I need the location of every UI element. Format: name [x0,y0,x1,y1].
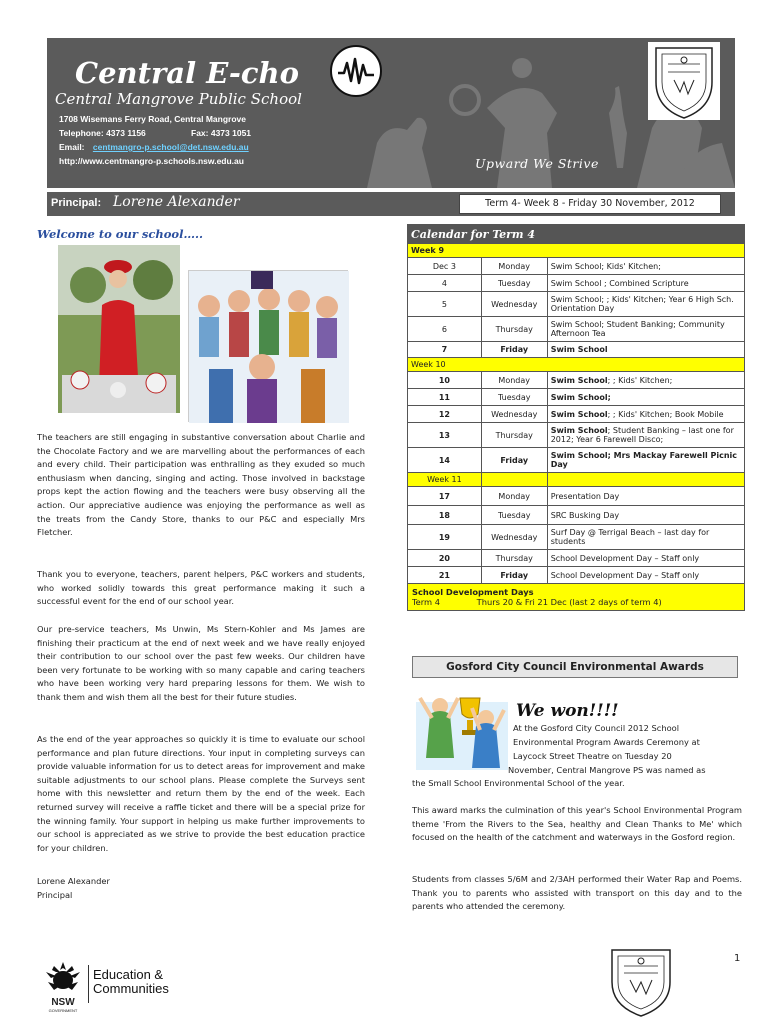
cell-event: School Development Day – Staff only [547,550,744,567]
cell-day: Thursday [481,550,547,567]
cell-day: Tuesday [481,275,547,292]
event-bold: Swim School [550,409,608,419]
department-line-2: Communities [93,981,169,996]
cell-event: School Development Day – Staff only [547,567,744,584]
cell-day: Monday [481,487,547,506]
event-bold: Swim School; [550,392,611,402]
cell-event: SRC Busking Day [547,506,744,525]
cell-event: Swim School; Student Banking; Community Afternoon Tea [547,317,744,342]
cell-date: 4 [408,275,482,292]
footer-divider [88,965,89,1003]
cell-event [547,389,744,406]
cell-day: Friday [481,448,547,473]
event-rest: ; ; Kids' Kitchen; Book Mobile [607,409,724,419]
sdd-row [412,597,740,607]
paragraph-surveys: As the end of the year approaches so quickly it is time to evaluate our school performance and plan future directions. Your input in completing surveys can provide valuable information for us to detect areas for improvement and make suitable adjustments to our school plans. Please complete the Surveys sent home with this newsletter and return them by the end of the week. Each returned survey will receive a raffle ticket and there will be a special prize for the winning family. Your support in helping us make further improvements to our school is appreciated as we strive to provide the best education practice for your children. [37,734,365,853]
signature-title: Principal [37,890,73,900]
event-bold: Swim School [550,426,608,435]
sdd-dates: Thurs 20 & Fri 21 Dec (last 2 days of term 4) [476,597,662,607]
cell-event: Swim School ; Combined Scripture [547,275,744,292]
cell-date: 12 [408,406,482,423]
department-line-1: Education & [93,967,164,982]
school-crest-icon [648,42,720,120]
cell-date: 7 [408,342,482,358]
week-11-label: Week 11 [408,473,482,487]
government-label: GOVERNMENT [48,1008,78,1013]
term-date: Term 4- Week 8 - Friday 30 November, 2012 [459,194,721,214]
cell-event: Swim School; ; Kids' Kitchen; Year 6 High Sch. Orientation Day [547,292,744,317]
table-row [408,275,745,292]
table-row [408,317,745,342]
signature-name: Lorene Alexander [37,876,110,886]
cell-event [547,372,744,389]
award-line-2: Environmental Program Awards Ceremony at [513,737,700,747]
cell-date: 17 [408,487,482,506]
week-10-label: Week 10 [408,358,745,372]
table-row [408,487,745,506]
award-line-4: November, Central Mangrove PS was named as [508,765,706,775]
cell-event [547,448,744,473]
event-bold: Swim School [550,375,608,385]
calendar-title: Calendar for Term 4 [408,225,745,244]
school-telephone: Telephone: 4373 1156 [59,128,146,138]
cell-day: Monday [481,258,547,275]
award-line-3: Laycock Street Theatre on Tuesday 20 [513,751,672,761]
award-line-5: the Small School Environmental School of the year. [412,778,625,788]
cell-day: Tuesday [481,389,547,406]
award-line-1: At the Gosford City Council 2012 School [513,723,680,733]
email-link[interactable]: centmangro-p.school@det.nsw.edu.au [92,142,249,152]
newsletter-title: Central E-cho [75,56,299,90]
cell-date: 20 [408,550,482,567]
cell-event: Presentation Day [547,487,744,506]
trophy-clipart-icon [414,688,510,774]
department-name [93,968,169,996]
cell-date: 21 [408,567,482,584]
echo-logo-icon [330,45,382,97]
cell-day: Wednesday [481,292,547,317]
paragraph-thanks: Thank you to everyone, teachers, parent helpers, P&C workers and students, who worked solidly towards this great performance making it such a successful event for the end of our school year. [37,569,365,607]
table-row [408,448,745,473]
table-row [408,423,745,448]
table-row [408,406,745,423]
cell-date: 5 [408,292,482,317]
cell-day: Wednesday [481,525,547,550]
cell-date: 18 [408,506,482,525]
principal-label: Principal: [51,197,102,209]
principal-name: Lorene Alexander [113,194,240,210]
sdd-title: School Development Days [412,587,534,597]
cell-day: Thursday [481,423,547,448]
masthead [47,38,735,188]
page-number: 1 [734,953,741,964]
cell-event: Swim School [547,342,744,358]
school-development-days [408,584,745,611]
table-row [408,506,745,525]
school-fax: Fax: 4373 1051 [191,128,252,138]
we-won-heading: We won!!!! [516,701,619,721]
school-motto: Upward We Strive [475,156,599,171]
school-address: 1708 Wisemans Ferry Road, Central Mangrove [59,114,246,124]
table-row [408,258,745,275]
award-paragraph-culmination: This award marks the culmination of this year's School Environmental Program theme 'From the Rivers to the Sea, healthy and Clean Thanks to Me' which focused on the health of the catchment and waterways in the Gosford region. [412,805,742,843]
paragraph-preservice-teachers: Our pre-service teachers, Ms Unwin, Ms Stern-Kohler and Ms James are finishing their practicum at the end of next week and we have really enjoyed their contribution to our school over the past few weeks. Our children have been very fortunate to be working with so many capable and caring teachers who have been working very hard preparing lessons for them. We wish to thank them and wish them all the best for their future studies. [37,624,365,702]
week-9-label: Week 9 [408,244,745,258]
principal-photo [58,245,180,413]
footer-school-crest-icon [598,946,684,1018]
cell-day: Wednesday [481,406,547,423]
welcome-heading: Welcome to our school….. [37,227,203,241]
school-website[interactable]: http://www.centmangro-p.schools.nsw.edu.au [59,156,244,166]
table-row [408,550,745,567]
event-bold: Swim School; Mrs Mackay Farewell Picnic Day [550,451,738,469]
cell-day: Monday [481,372,547,389]
event-rest: ; Student Banking – last one for 2012; Year 6 Farewell Disco; [550,426,734,444]
cell-event: Swim School; Kids' Kitchen; [547,258,744,275]
chocolate-factory-illustration [188,270,348,422]
paragraph-performance: The teachers are still engaging in substantive conversation about Charlie and the Chocolate Factory and we are marvelling about the performances of each and every child. Their participation was enthralling as they exuded so much enthusiasm when dancing, singing and acting. Those involved in backstage props kept the action flowing and the teachers were busy observing all the action. Our appreciative audience was enjoying the performance as well as the treats from the Candy Store, thanks to our P&C and especially Mrs Fletcher. [37,432,365,538]
cell-event [547,406,744,423]
nsw-label: NSW [51,997,75,1008]
event-rest: ; ; Kids' Kitchen; [607,375,673,385]
cell-date: 14 [408,448,482,473]
awards-heading: Gosford City Council Environmental Awards [412,656,738,678]
cell-date: 19 [408,525,482,550]
award-paragraph-performance: Students from classes 5/6M and 2/3AH performed their Water Rap and Poems. Thank you to parents who assisted with transport on this day and to the parents who attended the ceremony. [412,874,742,912]
table-row [408,567,745,584]
table-row [408,525,745,550]
email-label: Email: [59,142,85,152]
table-row [408,292,745,317]
sdd-term: Term 4 [412,597,441,607]
cell-day: Tuesday [481,506,547,525]
table-row [408,372,745,389]
cell-day: Friday [481,567,547,584]
term-calendar [407,224,745,611]
cell-day: Thursday [481,317,547,342]
school-name: Central Mangrove Public School [55,90,302,108]
nsw-waratah-logo-icon [40,960,86,1013]
cell-event [547,423,744,448]
cell-date: Dec 3 [408,258,482,275]
cell-event: Surf Day @ Terrigal Beach – last day for students [547,525,744,550]
cell-date: 13 [408,423,482,448]
cell-day: Friday [481,342,547,358]
cell-date: 6 [408,317,482,342]
cell-date: 10 [408,372,482,389]
table-row [408,389,745,406]
cell-date: 11 [408,389,482,406]
school-email-row [59,142,249,152]
table-row [408,342,745,358]
